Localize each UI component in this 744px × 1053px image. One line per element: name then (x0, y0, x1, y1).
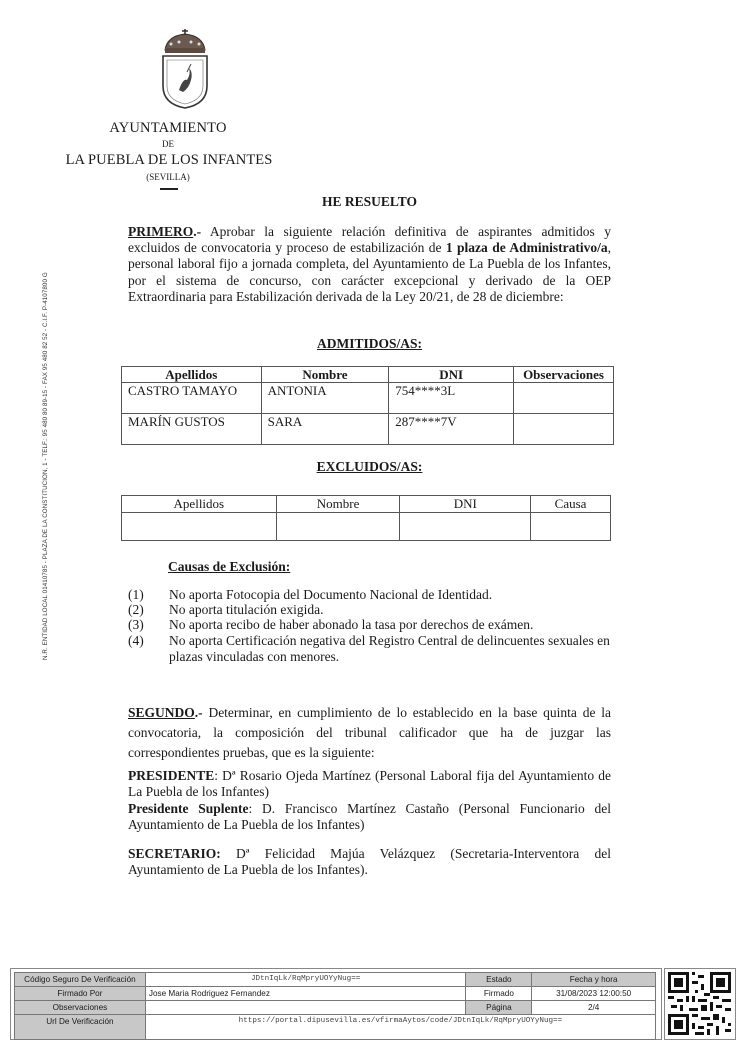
column-header: DNI (400, 496, 531, 513)
firmado-por-value: Jose Maria Rodriguez Fernandez (145, 987, 466, 1001)
presidente-suplente-label: Presidente Suplente (128, 800, 249, 816)
presidente-label: PRESIDENTE (128, 768, 215, 783)
primero-text-b: , personal laboral fijo a jornada completa, del Ayuntamiento de La Puebla de los Infantes, por el sistema de concurso, con carácter excepcional y derivado de la OEP Extraordinaria para Estabilización derivada de la Ley 20/21, de 28 de diciembre: (128, 240, 611, 304)
url-value[interactable]: https://portal.dipusevilla.es/vfirmaAytos/code/JDtnIqLk/RqMpryUOYyNug== (145, 1015, 655, 1040)
cause-text: No aporta Fotocopia del Documento Nacional de Identidad. (169, 587, 493, 602)
fecha-label: Fecha y hora (532, 973, 656, 987)
segundo-separator: .- (194, 705, 203, 720)
cell-nombre: ANTONIA (261, 383, 389, 414)
table-row (15, 1001, 656, 1015)
secretario-label: SECRETARIO: (128, 846, 221, 861)
column-header: DNI (389, 367, 514, 383)
cause-number: (3) (128, 617, 144, 632)
primero-text-a: Aprobar la siguiente relación definitiva de aspirantes admitidos y excluidos de convocatoria y proceso de estabilización de (128, 224, 611, 256)
observaciones-label: Observaciones (15, 1001, 146, 1015)
verification-table (14, 972, 656, 1040)
resolution-title: HE RESUELTO (322, 194, 417, 209)
cause-text: No aporta recibo de haber abonado la tasa por derechos de exámen. (169, 617, 534, 632)
secretario-entry (128, 846, 611, 879)
admitidos-title: ADMITIDOS/AS: (316, 336, 422, 351)
cell-apellidos: MARÍN GUSTOS (122, 414, 262, 445)
excluidos-table (121, 495, 611, 541)
secretario-text: Dª Felicidad Majúa Velázquez (Secretaria-Interventora del Ayuntamiento de La Puebla de los Infantes). (128, 846, 611, 878)
cell-observaciones (514, 383, 614, 414)
segundo-label: SEGUNDO (128, 705, 195, 720)
admitidos-table (121, 366, 614, 445)
csv-value: JDtnIqLk/RqMpryUOYyNug== (145, 973, 466, 987)
column-header: Apellidos (122, 496, 277, 513)
excluidos-title: EXCLUIDOS/AS: (316, 459, 423, 474)
pagina-value: 2/4 (532, 1001, 656, 1015)
org-name-line3: LA PUEBLA DE LOS INFANTES (65, 152, 273, 168)
cause-text: No aporta Certificación negativa del Registro Central de delincuentes sexuales en plazas vinculadas con menores. (169, 633, 610, 664)
table-header-row (122, 367, 614, 383)
primero-plaza: 1 plaza de Administrativo/a (445, 240, 608, 256)
primero-separator: .- (193, 224, 202, 239)
table-row (15, 1015, 656, 1040)
cell-apellidos (122, 513, 277, 541)
org-province: (SEVILLA) (146, 172, 190, 182)
tribunal-presidents (128, 768, 611, 833)
table-row (122, 383, 614, 414)
pagina-label: Página (466, 1001, 532, 1015)
primero-paragraph (128, 224, 611, 305)
column-header: Apellidos (122, 367, 262, 383)
cell-causa (531, 513, 611, 541)
side-contact-info: N.R. ENTIDAD LOCAL 01410785 - PLAZA DE LA CONSTITUCION, 1 - TELF.: 95 480 80 89-15 - FAX 95 480 82 52 - C.I.F. P-4107800 G (42, 272, 49, 660)
column-header: Causa (531, 496, 611, 513)
header-divider (160, 188, 178, 190)
cell-apellidos: CASTRO TAMAYO (122, 383, 262, 414)
cell-nombre: SARA (261, 414, 389, 445)
column-header: Observaciones (514, 367, 614, 383)
cause-number: (2) (128, 602, 144, 617)
cell-nombre (276, 513, 400, 541)
table-row (15, 987, 656, 1001)
signature-verification-box (10, 968, 662, 1040)
table-row (122, 513, 611, 541)
cell-dni (400, 513, 531, 541)
estado-label: Estado (466, 973, 532, 987)
org-name-line2: DE (162, 139, 174, 149)
estado-value: Firmado (466, 987, 532, 1001)
firmado-por-label: Firmado Por (15, 987, 146, 1001)
url-label: Url De Verificación (15, 1015, 146, 1040)
coat-of-arms-icon (153, 28, 217, 110)
table-header-row (122, 496, 611, 513)
presidente-text: : Dª Rosario Ojeda Martínez (Personal Laboral fija del Ayuntamiento de La Puebla de los Infantes) (128, 768, 611, 800)
column-header: Nombre (261, 367, 389, 383)
csv-label: Código Seguro De Verificación (15, 973, 146, 987)
cell-observaciones (514, 414, 614, 445)
causas-title: Causas de Exclusión: (168, 559, 291, 574)
presidente-suplente-text: : D. Francisco Martínez Castaño (Personal Funcionario del Ayuntamiento de La Puebla de los Infantes) (128, 800, 611, 832)
org-name-line1: AYUNTAMIENTO (109, 120, 227, 136)
cell-dni: 754****3L (389, 383, 514, 414)
segundo-paragraph (128, 703, 611, 763)
table-row (122, 414, 614, 445)
column-header: Nombre (276, 496, 400, 513)
cell-dni: 287****7V (389, 414, 514, 445)
letterhead-logo (100, 28, 270, 110)
table-row (15, 973, 656, 987)
presidente-suplente-entry (128, 801, 611, 834)
observaciones-value (145, 1001, 466, 1015)
primero-label: PRIMERO (128, 224, 194, 239)
cause-text: No aporta titulación exigida. (169, 602, 324, 617)
fecha-value: 31/08/2023 12:00:50 (532, 987, 656, 1001)
cause-number: (4) (128, 633, 144, 648)
cause-number: (1) (128, 587, 144, 602)
qr-code-icon (664, 968, 736, 1040)
presidente-entry (128, 768, 611, 801)
segundo-text: Determinar, en cumplimiento de lo establecido en la base quinta de la convocatoria, la composición del tribunal calificador que ha de juzgar las correspondientes pruebas, que es la siguiente: (128, 705, 611, 760)
